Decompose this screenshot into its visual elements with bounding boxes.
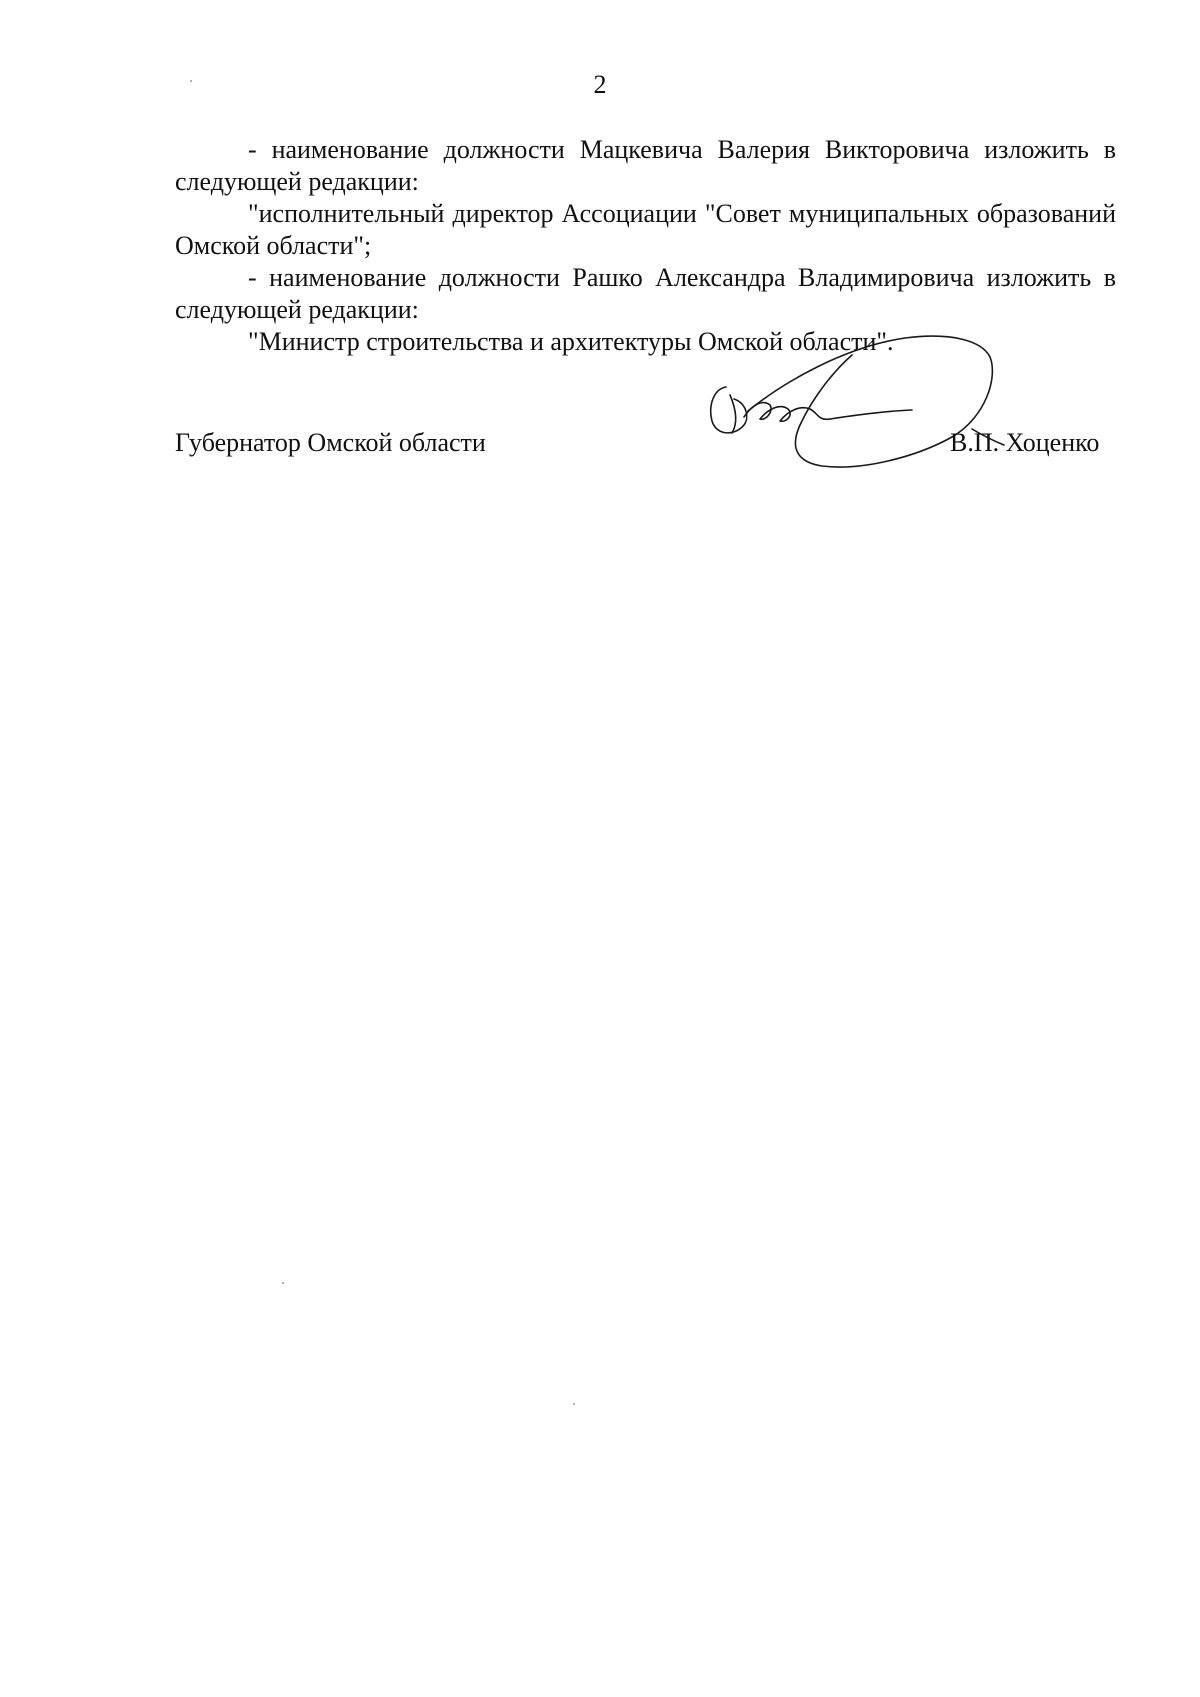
scan-speck bbox=[282, 1282, 284, 1284]
signer-name: В.П. Хоценко bbox=[950, 428, 1100, 457]
paragraph-matskevich-new-title: "исполнительный директор Ассоциации "Совет муниципальных образований Омской области"; bbox=[175, 199, 1116, 260]
paragraph-rashko-position: - наименование должности Рашко Александра Владимировича изложить в следующей редакции: bbox=[175, 263, 1116, 324]
scan-speck bbox=[573, 1403, 575, 1405]
paragraph-matskevich-position: - наименование должности Мацкевича Валерия Викторовича изложить в следующей редакции: bbox=[175, 135, 1116, 196]
scan-speck bbox=[190, 80, 192, 82]
document-body bbox=[175, 134, 1116, 358]
paragraph-rashko-new-title: "Министр строительства и архитектуры Омской области". bbox=[248, 327, 894, 356]
page-number: 2 bbox=[593, 70, 607, 99]
signer-title: Губернатор Омской области bbox=[175, 428, 486, 457]
